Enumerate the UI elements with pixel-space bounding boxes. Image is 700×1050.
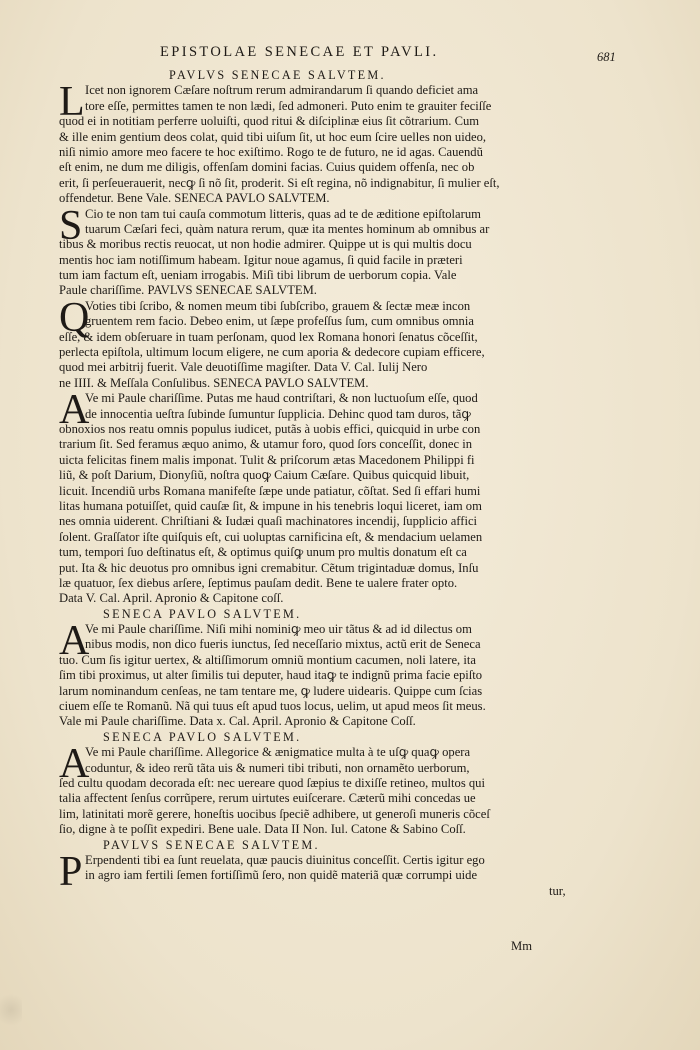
- text-line: læ quatuor, ſex diebus arſere, ſeptimus pauſam dedit. Bene te ualere frater opto.: [59, 575, 458, 590]
- text-line: gruentem rem facio. Debeo enim, ut ſæpe profeſſus ſum, cum omnibus omnia: [85, 314, 474, 329]
- text-line: tuo. Cum ſis igitur uertex, & altiſſimorum omniũ montium cacumen, noli latere, ita: [59, 652, 476, 667]
- text-line: eſſe, & idem obſeruare in tuam perſonam, quod lex Romana honori ſenatus cõceſſit,: [59, 329, 478, 344]
- text-line: eſt enim, ne dum me diligis, offenſam domini facias. Cuius quidem offenſa, nec ob: [59, 160, 475, 175]
- text-line: talia affectent ſenſus corrũpere, rerum uirtutes euiſcerare. Cæterũ mihi concedas ue: [59, 791, 476, 806]
- text-line: uicta felicitas finem malis imponat. Tulit & priſcorum ætas Macedonem Philippi fi: [59, 452, 475, 467]
- drop-cap: Q: [59, 294, 90, 341]
- drop-cap: A: [59, 387, 90, 434]
- text-line: litas humana potuiſſet, quid cauſæ ſit, & impune in his tenebris loqui liceret, iam om: [59, 498, 482, 513]
- text-line: erit, ſi perſeuerauerit, necꝙ ſi nõ ſit, proderit. Si eſt regina, nõ indignabitur, ſi mulier eſt,: [59, 175, 500, 190]
- letter-heading: PAVLVS SENECAE SALVTEM.: [169, 68, 386, 82]
- text-line: ſolent. Graſſator iſte quiſquis eſt, cui uoluptas carnificina eſt, & mendacium uelamen: [59, 529, 483, 544]
- text-line: ne IIII. & Meſſala Conſulibus. SENECA PAVLO SALVTEM.: [59, 375, 369, 390]
- text-line: put. Ita & hic deuotus pro omnibus igni cremabitur. Cẽtum trigintaduæ domus, Inſu: [59, 560, 479, 575]
- text-line: Voties tibi ſcribo, & nomen meum tibi ſubſcribo, grauem & ſectæ meæ incon: [85, 298, 471, 313]
- text-line: ſio, digne à te poſſit expediri. Bene uale. Data II Non. Iul. Catone & Sabino Coſſ.: [59, 822, 466, 837]
- text-line: Erpendenti tibi ea ſunt reuelata, quæ paucis diuinitus conceſſit. Certis igitur ego: [85, 852, 485, 867]
- letter-paragraph: [59, 202, 589, 299]
- text-line: ciuem eſſe te Romanũ. Nã qui tuus eſt apud tuos locus, uelim, ut apud meos ſit meus.: [59, 699, 486, 714]
- drop-cap: P: [59, 848, 83, 895]
- drop-cap: L: [59, 79, 85, 126]
- text-line: tum iam factum eſt, ueniam irrogabis. Miſi tibi librum de uerborum copia. Vale: [59, 268, 457, 283]
- drop-cap: A: [59, 741, 90, 788]
- text-line: Ve mi Paule chariſſime. Putas me haud contriſtari, & non luctuoſum eſſe, quod: [85, 391, 478, 406]
- text-line: quod mei arbitrij fuerit. Vale deuotiſſime magiſter. Data V. Cal. Iulij Nero: [59, 360, 428, 375]
- text-line: Icet non ignorem Cæſare noſtrum rerum admirandarum ſi quando deficiet ama: [85, 83, 479, 98]
- text-line: Cio te non tam tui cauſa commotum litteris, quas ad te de æditione epiſtolarum: [85, 206, 481, 221]
- text-line: nes omnia uiderent. Chriſtiani & Iudæi quaſi machinatores incendij, ſupplicio affici: [59, 514, 478, 529]
- text-line: tore eſſe, permittes tamen te non lædi, ſed admoneri. Puto enim te grauiter feciſſe: [85, 98, 492, 113]
- text-line: nibus modis, non dico fueris iunctus, ſed neceſſario mixtus, actũ erit de Seneca: [85, 637, 481, 652]
- text-line: in agro iam fertili ſemen fortiſſimũ ſero, non quidẽ materiã quæ corrumpi uide: [85, 868, 478, 883]
- text-line: & ille enim gentium deos colat, quid tibi uiſum ſit, ut hoc eum ſcire uelles non uideo,: [59, 129, 487, 144]
- letter-heading: SENECA PAVLO SALVTEM.: [103, 729, 302, 744]
- text-line: larum nominandum cenſeas, ne tam tentare me, ꝙ ludere uidearis. Quippe cum ſcias: [59, 683, 483, 698]
- letter-paragraph: [59, 848, 589, 899]
- letter-paragraph: [59, 618, 589, 730]
- drop-cap: S: [59, 202, 83, 249]
- text-line: niſi nimio amore meo facere te hoc exiſtimo. Rogo te de futuro, ne id agas. Cauendũ: [59, 144, 483, 159]
- text-line: Data V. Cal. April. Apronio & Capitone coſſ.: [59, 591, 284, 606]
- text-line: perlecta epiſtola, ultimum locum eligere, ne cum aporia & dedecore cupiam efficere,: [59, 345, 485, 360]
- letter-paragraph: [59, 387, 589, 606]
- text-line: trarium ſit. Sed feramus æquo animo, & utamur foro, quod ſors conceſſit, donec in: [59, 437, 473, 452]
- text-line: lim, latinitati morẽ gerere, honeſtis uocibus ſpeciẽ adhibere, ut generoſi muneris cõceſ: [59, 806, 490, 821]
- letter-heading: PAVLVS SENECAE SALVTEM.: [103, 837, 320, 852]
- running-head: EPISTOLAE SENECAE ET PAVLI.: [160, 44, 439, 60]
- text-line: offendetur. Bene Vale. SENECA PAVLO SALVTEM.: [59, 191, 330, 206]
- text-line: liũ, & poſt Darium, Dionyſiũ, noſtra quoꝙ Caium Cæſare. Quibus quicquid libuit,: [59, 468, 470, 483]
- letters-body: [59, 68, 589, 899]
- text-line: tibus & moribus rectis reuocat, ut non hodie admirer. Quippe ut is qui multis docu: [59, 237, 472, 252]
- text-line: Ve mi Paule chariſſime. Allegorice & ænigmatice multa à te uſꝙ quaꝙ opera: [85, 745, 471, 760]
- text-line: Vale mi Paule chariſſime. Data x. Cal. April. Apronio & Capitone Coſſ.: [59, 714, 416, 729]
- letter-heading: SENECA PAVLO SALVTEM.: [103, 606, 302, 621]
- letter-paragraph: [59, 79, 589, 206]
- drop-cap: A: [59, 618, 90, 665]
- text-line: de innocentia ueſtra ſubinde ſumuntur ſupplicia. Dehinc quod tam duros, tãꝙ: [85, 406, 471, 421]
- text-line: obnoxios nos reatu omnis populus iudicet, putãs à uobis effici, quicquid in urbe con: [59, 421, 481, 436]
- text-line: coduntur, & ideo rerũ tãta uis & numeri tibi tributi, non ornamẽto uerborum,: [85, 760, 470, 775]
- text-line: quod ei in notitiam perferre uoluiſti, quod ritui & diſciplinæ eius ſit cõtrarium. Cum: [59, 114, 480, 129]
- text-line: Paule chariſſime. PAVLVS SENECAE SALVTEM.: [59, 283, 317, 298]
- catchword: Mm: [511, 939, 532, 953]
- letter-paragraph: [59, 294, 589, 391]
- text-line: ſed cultu quodam decorada eſt: nec uereare quod ſæpius te dixiſſe retineo, multos qui: [59, 775, 485, 790]
- folio-number: 681: [597, 50, 616, 64]
- text-line: Ve mi Paule chariſſime. Niſi mihi nominiꝙ meo uir tãtus & ad id dilectus om: [85, 622, 472, 637]
- text-line: mentis hoc iam notiſſimum habeam. Igitur noue agamus, ſi quid facile in præteri: [59, 252, 463, 267]
- paper-stain: [0, 990, 22, 1030]
- text-line: ſim tibi proximus, ut alter ſimilis tui deputer, haud itaꝙ te indignũ prima facie epiſto: [59, 668, 483, 683]
- letter-paragraph: [59, 741, 589, 837]
- text-line: tuarum Cæſari feci, quàm natura rerum, quæ ita mentes hominum ab omnibus ar: [85, 221, 490, 236]
- text-line: tum, tempori ſuo deſtinatus eſt, & optimus quiſꝙ unum pro multis donatum eſt ca: [59, 545, 467, 560]
- text-line: licuit. Incendiũ urbs Romana manifeſte ſæpe unde patiatur, cõſtat. Sed ſi effari humi: [59, 483, 481, 498]
- text-line: tur,: [549, 883, 566, 898]
